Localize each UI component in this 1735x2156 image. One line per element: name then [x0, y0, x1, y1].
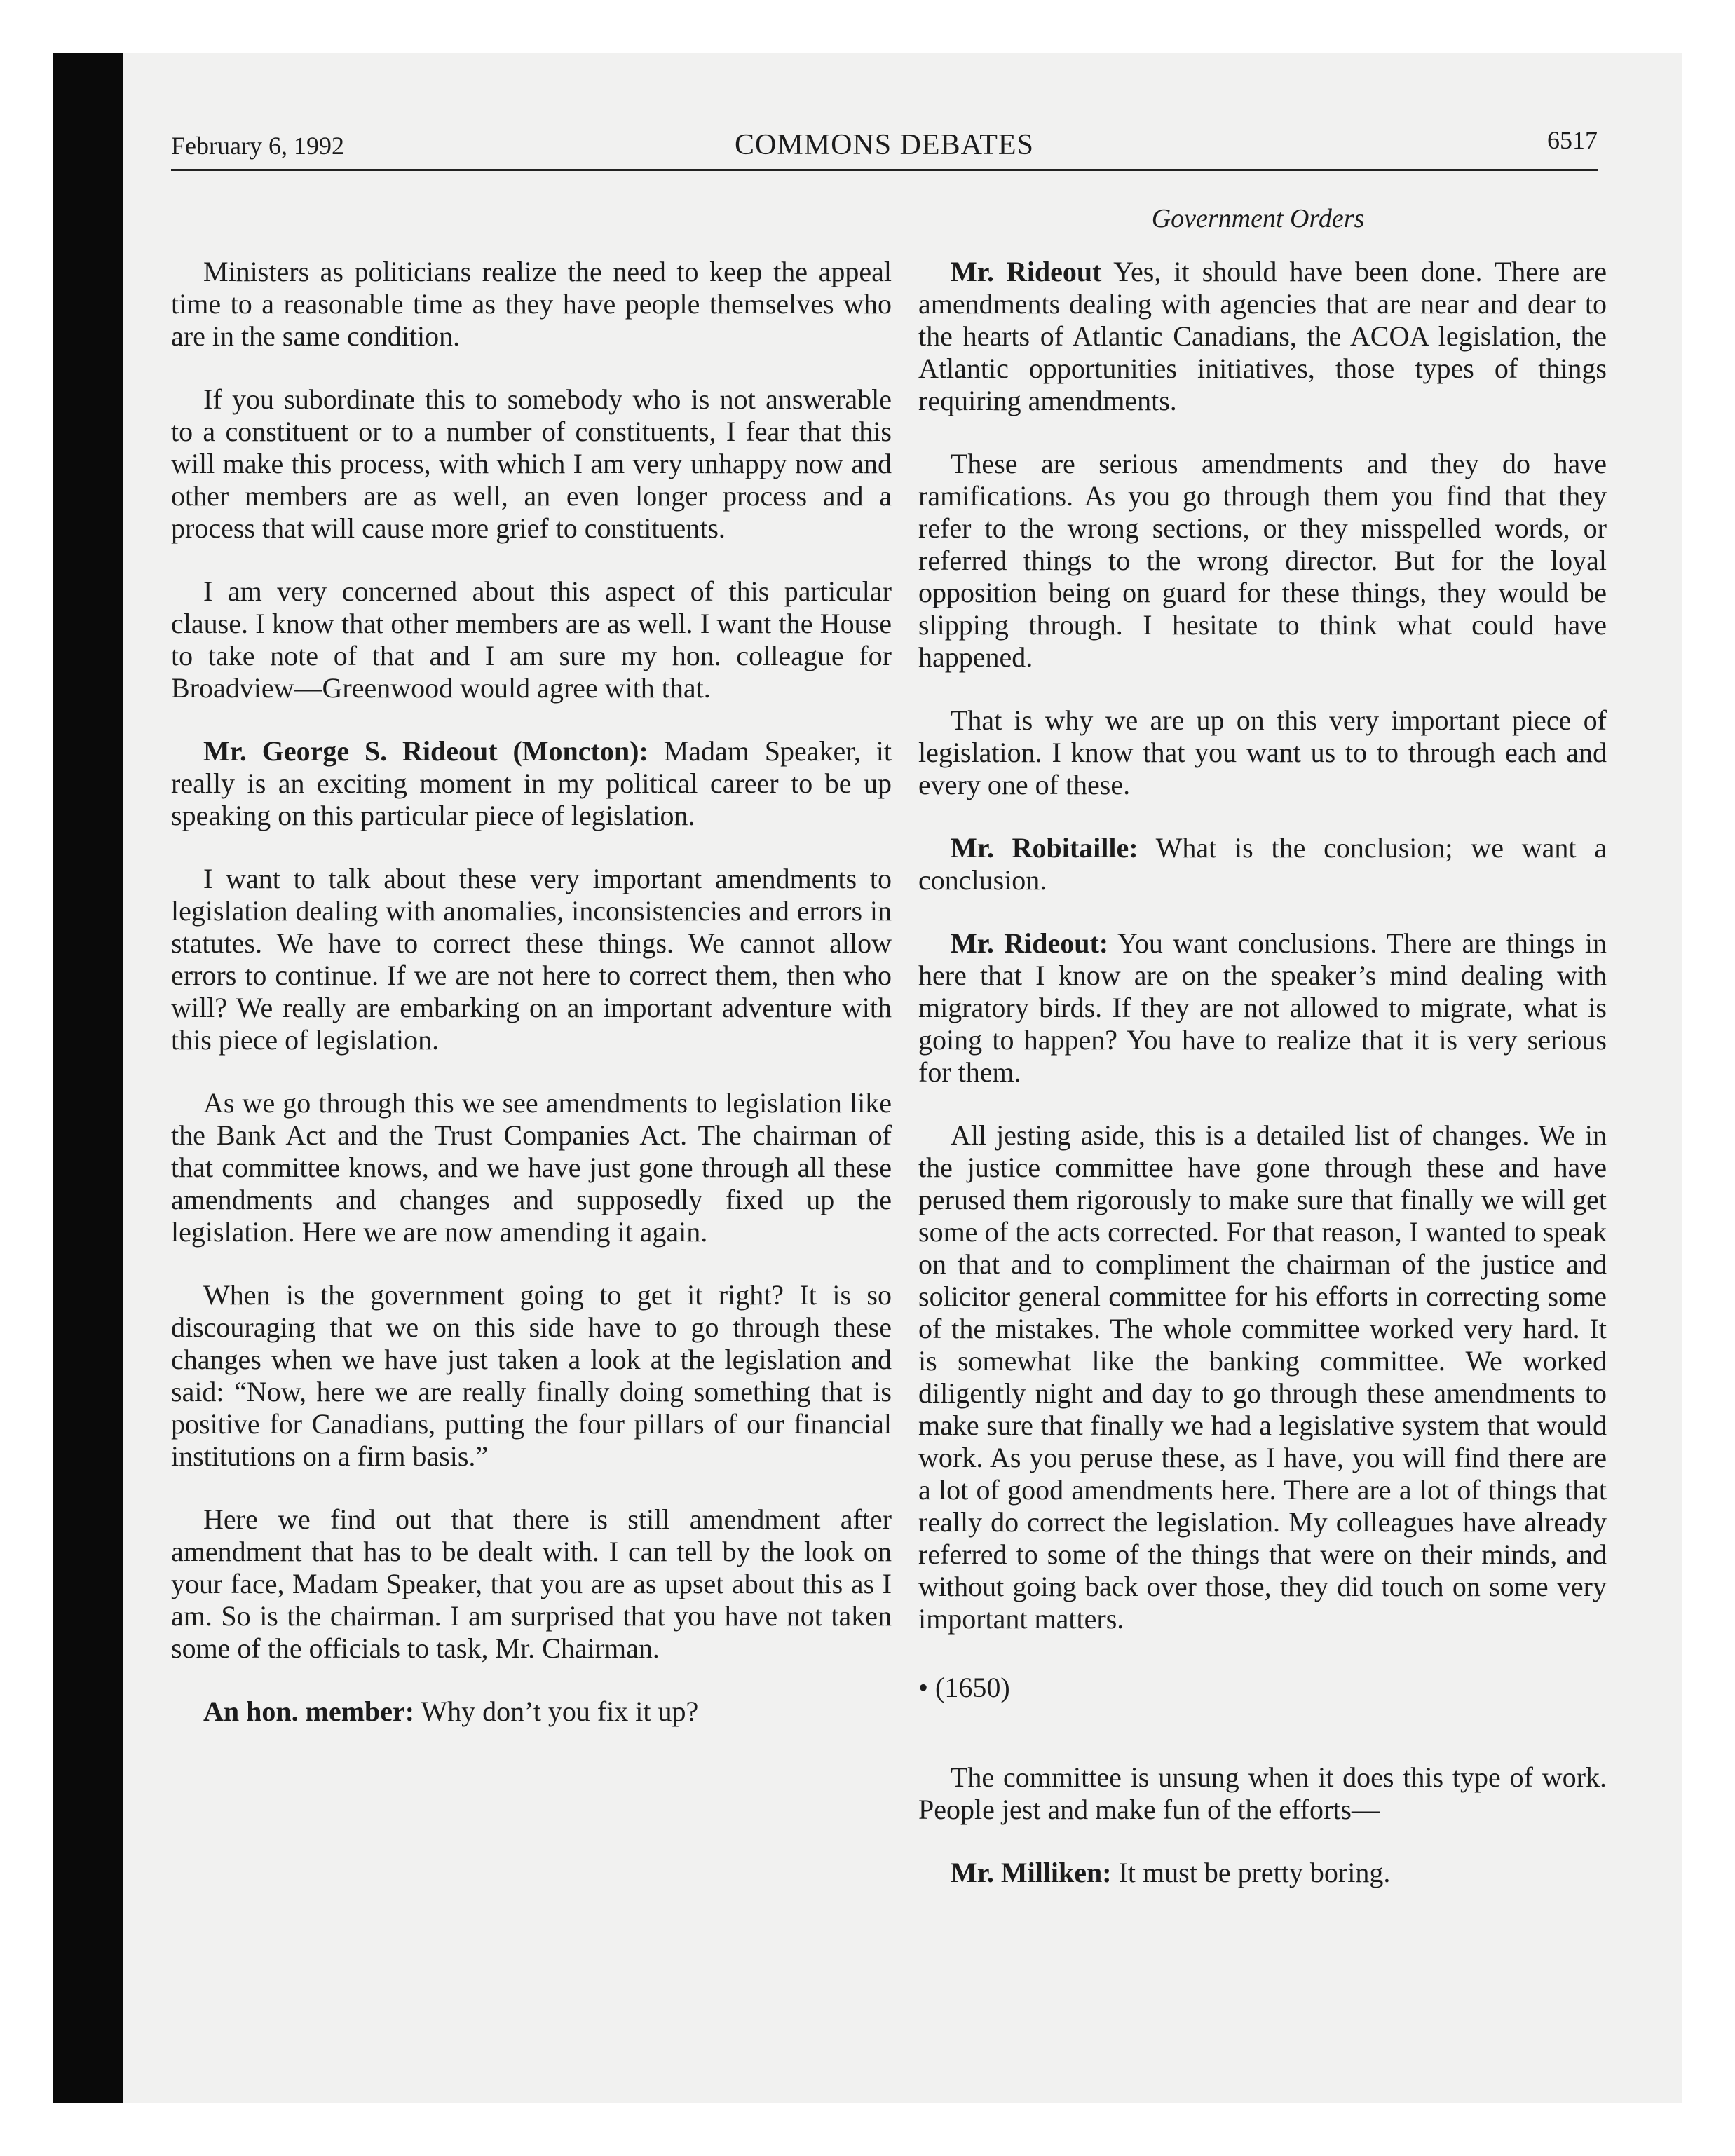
- paragraph-text: If you subordinate this to somebody who is not answerable to a constituent or to a number of constituents, I fear that this will make this process, with which I am very unhappy now and other members are as well, an even longer process and a process that will cause more grief to constituents.: [171, 383, 892, 544]
- paragraph-text: Ministers as politicians realize the need to keep the appeal time to a reasonable time as they have people themselves who are in the same condition.: [171, 256, 892, 352]
- speaker-name: Mr. Milliken:: [951, 1857, 1112, 1888]
- left-column: [171, 256, 892, 1759]
- paragraph-text: Yes, it should have been done. There are amendments dealing with agencies that are near and dear to the hearts of Atlantic Canadians, the ACOA legislation, the Atlantic opportunities initiatives, those types of things requiring amendments.: [918, 256, 1607, 416]
- paragraph: [918, 832, 1607, 896]
- paragraph: [171, 735, 892, 832]
- paragraph-text: When is the government going to get it right? It is so discouraging that we on this side have to go through these changes when we have just taken a look at the legislation and said: “Now, here we are really finally doing something that is positive for Canadians, putting the four pillars of our financial institutions on a firm basis.”: [171, 1279, 892, 1472]
- speaker-name: Mr. Rideout: [951, 256, 1102, 287]
- paragraph: [171, 863, 892, 1056]
- speaker-name: Mr. George S. Rideout (Moncton):: [203, 735, 648, 767]
- paragraph: [918, 927, 1607, 1089]
- paragraph: [918, 1119, 1607, 1635]
- paragraph: [171, 1696, 892, 1728]
- paragraph: [171, 1279, 892, 1473]
- paragraph-text: All jesting aside, this is a detailed list of changes. We in the justice committee have gone through these and have perused them rigorously to make sure that finally we will get some of the acts corrected. For that reason, I wanted to speak on that and to compliment the chairman of the justice and solicitor general committee for his efforts in correcting some of the mistakes. The whole committee worked very hard. It is somewhat like the banking committee. We worked diligently night and day to go through these amendments to make sure that finally we had a legislative system that would work. As you peruse these, as I have, you will find there are a lot of good amendments here. There are a lot of things that really do correct the legislation. My colleagues have already referred to some of the things that were on their minds, and without going back over those, they did touch on some very important matters.: [918, 1119, 1607, 1635]
- paragraph-text: It must be pretty boring.: [1118, 1857, 1391, 1888]
- paragraph: [171, 575, 892, 704]
- paragraph: [918, 448, 1607, 674]
- page-number: 6517: [1547, 126, 1598, 154]
- speaker-name: An hon. member:: [203, 1696, 415, 1727]
- page-header: [171, 126, 1598, 165]
- paragraph: [918, 704, 1607, 801]
- paragraph-text: These are serious amendments and they do have ramifications. As you go through them you find that they refer to the wrong sections, or they misspelled words, or referred things to the wrong director. But for the loyal opposition being on guard for these things, they would be slipping through. I hesitate to think what could have happened.: [918, 448, 1607, 673]
- paragraph: [171, 256, 892, 353]
- paragraph: [171, 1503, 892, 1665]
- scan-edge-bar: [53, 53, 123, 2103]
- right-column: [918, 256, 1607, 1920]
- paragraph: [918, 256, 1607, 417]
- paragraph-text: Madam Speaker, it really is an exciting moment in my political career to be up speaking on this particular piece of legislation.: [171, 735, 892, 831]
- paragraph-text: Why don’t you fix it up?: [421, 1696, 699, 1727]
- paragraph-text: What is the conclusion; we want a conclusion.: [918, 832, 1607, 896]
- section-title: Government Orders: [1151, 204, 1365, 233]
- header-date: February 6, 1992: [171, 132, 344, 160]
- paragraph-text: I am very concerned about this aspect of this particular clause. I know that other members are as well. I want the House to take note of that and I am sure my hon. colleague for Broadview—Greenwood would agree with that.: [171, 575, 892, 704]
- paragraph-text: The committee is unsung when it does this type of work. People jest and make fun of the efforts—: [918, 1761, 1607, 1825]
- header-title: COMMONS DEBATES: [735, 129, 1034, 161]
- time-marker: [918, 1672, 1607, 1704]
- paragraph-text: I want to talk about these very important amendments to legislation dealing with anomalies, inconsistencies and errors in statutes. We have to correct these things. We cannot allow errors to continue. If we are not here to correct them, then who will? We really are embarking on an important adventure with this piece of legislation.: [171, 863, 892, 1056]
- paragraph-text: You want conclusions. There are things in here that I know are on the speaker’s mind dealing with migratory birds. If they are not allowed to migrate, what is going to happen? You have to realize that it is very serious for them.: [918, 927, 1607, 1088]
- header-rule: [171, 169, 1598, 171]
- paragraph-text: That is why we are up on this very important piece of legislation. I know that you want us to to through each and every one of these.: [918, 704, 1607, 800]
- time-marker-text: • (1650): [918, 1672, 1010, 1703]
- paragraph: [918, 1761, 1607, 1826]
- paragraph: [171, 1087, 892, 1248]
- paragraph-text: Here we find out that there is still amendment after amendment that has to be dealt with. I can tell by the look on your face, Madam Speaker, that you are as upset about this as I am. So is the chairman. I am surprised that you have not taken some of the officials to task, Mr. Chairman.: [171, 1503, 892, 1664]
- paragraph: [918, 1857, 1607, 1889]
- speaker-name: Mr. Robitaille:: [951, 832, 1138, 864]
- paragraph: [171, 383, 892, 545]
- speaker-name: Mr. Rideout:: [951, 927, 1109, 959]
- paragraph-text: As we go through this we see amendments to legislation like the Bank Act and the Trust Companies Act. The chairman of that committee knows, and we have just gone through all these amendments and changes and supposedly fixed up the legislation. Here we are now amending it again.: [171, 1087, 892, 1248]
